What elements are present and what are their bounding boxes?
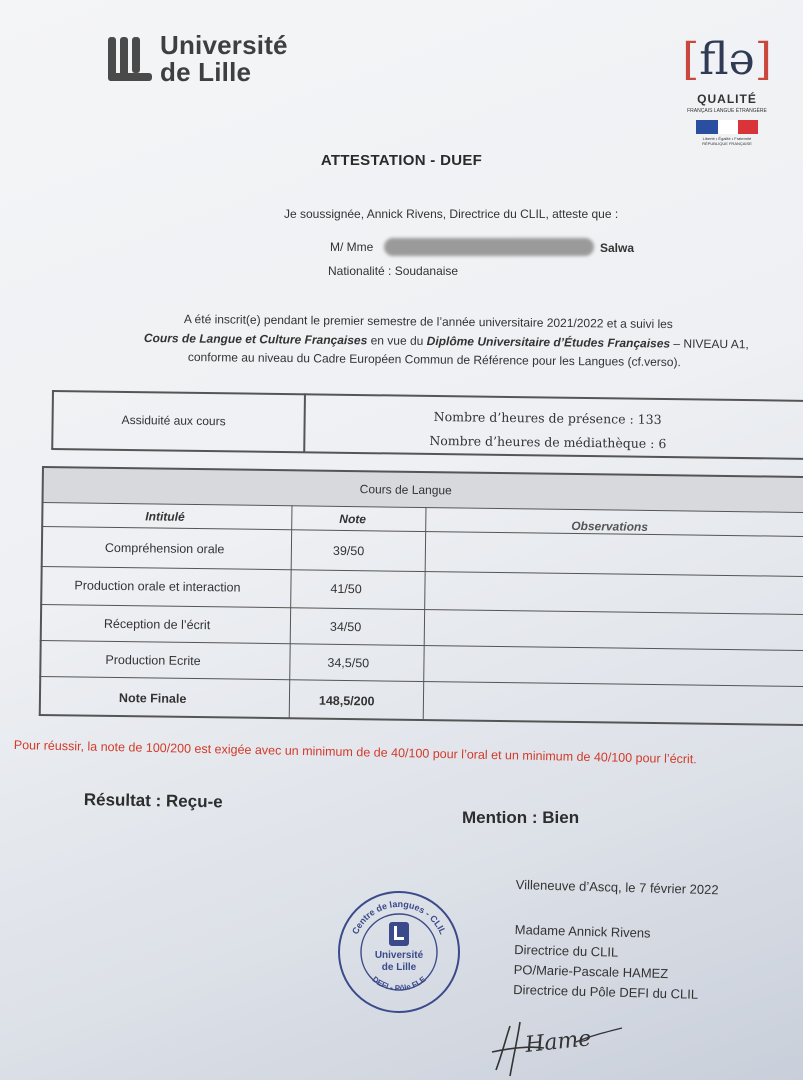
nationality-text: Nationalité : Soudanaise bbox=[328, 264, 459, 278]
row-2-intitule: Production orale et interaction bbox=[74, 578, 241, 595]
fle-quality-sub: FRANÇAIS LANGUE ÉTRANGÈRE bbox=[687, 108, 767, 114]
row-3-note: 34/50 bbox=[329, 619, 362, 635]
enrolment-line2 bbox=[144, 331, 784, 352]
col-note: Note bbox=[339, 511, 367, 527]
attendance-table bbox=[51, 390, 803, 472]
bracket-left-icon: [ bbox=[682, 34, 700, 85]
enrolment-line1: A été inscrit(e) pendant le premier semestre de l’année universitaire 2021/2022 et a suivi les bbox=[183, 312, 673, 332]
stamp-center-line2: de Lille bbox=[381, 962, 417, 973]
fle-logo-text: flə bbox=[699, 34, 755, 85]
university-logo-line2: de Lille bbox=[160, 57, 252, 87]
row-4-intitule: Production Ecrite bbox=[105, 652, 201, 669]
col-observations: Observations bbox=[571, 518, 649, 534]
fle-qualite-logo bbox=[672, 30, 782, 146]
handwritten-signature bbox=[480, 1018, 640, 1078]
bracket-right-icon: ] bbox=[754, 34, 772, 85]
diploma-name: Diplôme Universitaire d’Études Françaises bbox=[426, 333, 671, 351]
attendance-label: Assiduité aux cours bbox=[121, 412, 226, 429]
row-4-note: 34,5/50 bbox=[327, 655, 370, 671]
fle-quality-label: QUALITÉ bbox=[697, 92, 757, 106]
final-label: Note Finale bbox=[118, 691, 187, 706]
diploma-level: – NIVEAU A1, bbox=[670, 336, 749, 352]
universite-de-lille-logo bbox=[104, 32, 288, 86]
course-connector: en vue du bbox=[367, 333, 427, 348]
document-title: ATTESTATION - DUEF bbox=[320, 152, 483, 169]
signatory-line2: Directrice du CLIL bbox=[514, 941, 619, 960]
signatory-line1: Madame Annick Rivens bbox=[514, 921, 651, 941]
signature-handwriting: Hame bbox=[524, 1026, 593, 1058]
name-visible-suffix: Salwa bbox=[600, 241, 635, 255]
row-3-intitule: Réception de l’écrit bbox=[103, 616, 211, 633]
ulille-mark-icon bbox=[104, 33, 152, 85]
final-note: 148,5/200 bbox=[318, 693, 375, 709]
stamp-top-text: Centre de langues - CLIL bbox=[350, 898, 448, 936]
university-stamp bbox=[334, 886, 464, 1016]
intro-text: Je soussignée, Annick Rivens, Directrice du CLIL, atteste que : bbox=[284, 207, 619, 221]
enrolment-line3: conforme au niveau du Cadre Européen Commun de Référence pour les Langues (cf.verso). bbox=[187, 350, 681, 370]
republic-caption: Liberté • Égalité • Fraternité RÉPUBLIQUE FRANÇAISE bbox=[702, 136, 752, 146]
row-2-note: 41/50 bbox=[330, 581, 362, 597]
republique-francaise-flag-icon bbox=[696, 120, 758, 146]
signatory-line3: PO/Marie-Pascale HAMEZ bbox=[513, 961, 669, 982]
hours-mediatheque: Nombre d’heures de médiathèque : 6 bbox=[429, 432, 667, 452]
signatory-line4: Directrice du Pôle DEFI du CLIL bbox=[512, 981, 699, 1002]
place-date: Villeneuve d’Ascq, le 7 février 2022 bbox=[515, 877, 719, 898]
mention-text: Mention : Bien bbox=[462, 808, 580, 827]
svg-text:DEFI - Pôle FLE bbox=[370, 974, 428, 993]
stamp-ulille-mark-icon bbox=[389, 922, 409, 946]
university-logo-line1: Université bbox=[160, 30, 288, 60]
name-label: M/ Mme bbox=[330, 240, 374, 254]
grades-table bbox=[39, 466, 803, 736]
signatory-block bbox=[513, 920, 700, 1005]
requirement-note: Pour réussir, la note de 100/200 est exigée avec un minimum de de 40/100 pour l’oral et un minimum de 40/100 pour l’écrit. bbox=[13, 738, 697, 767]
grades-section-title: Cours de Langue bbox=[359, 482, 452, 498]
hours-presence: Nombre d’heures de présence : 133 bbox=[433, 408, 662, 427]
stamp-bottom-text: DEFI - Pôle FLE bbox=[370, 974, 428, 993]
stamp-center-line1: Université bbox=[374, 950, 424, 961]
resultat-text: Résultat : Reçu-e bbox=[83, 790, 223, 812]
col-intitule: Intitulé bbox=[145, 509, 185, 524]
row-1-intitule: Compréhension orale bbox=[104, 540, 225, 557]
course-name: Cours de Langue et Culture Françaises bbox=[143, 331, 368, 348]
row-1-note: 39/50 bbox=[332, 543, 365, 559]
redacted-name-block bbox=[384, 238, 594, 256]
